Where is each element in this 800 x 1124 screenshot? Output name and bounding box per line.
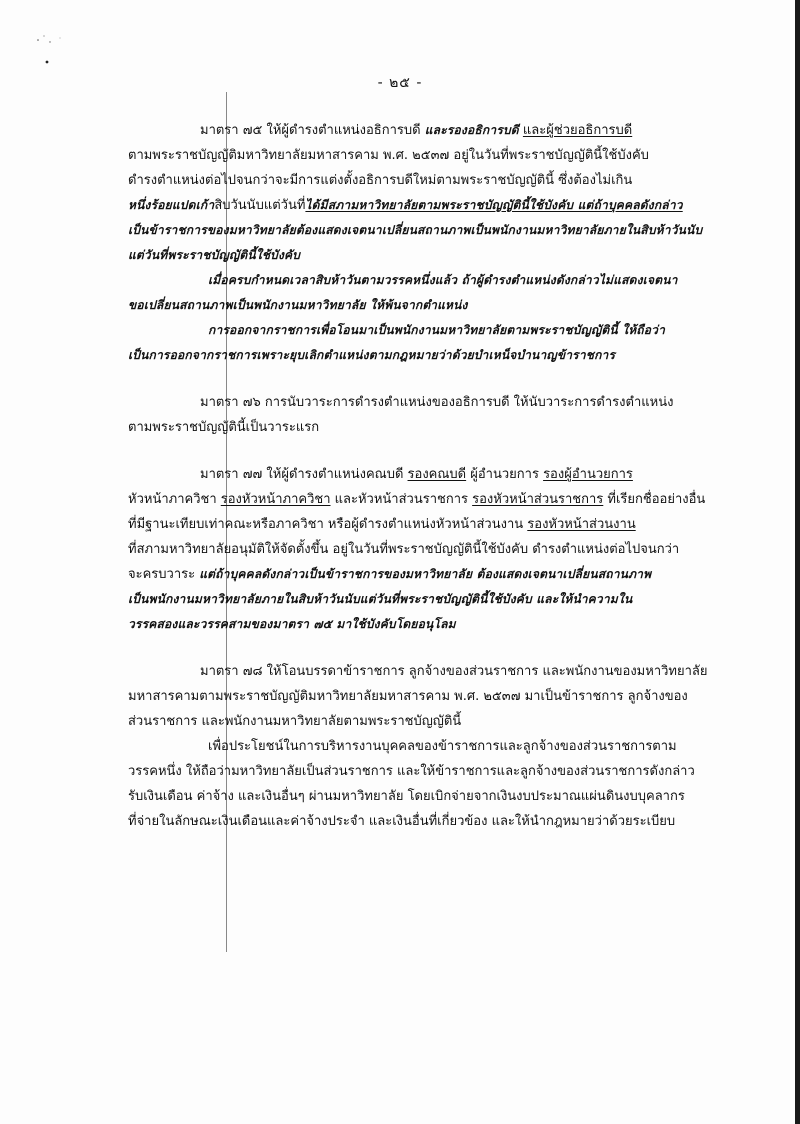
- section-75-line-2: ตามพระราชบัญญัติมหาวิทยาลัยมหาสารคาม พ.ศ. ๒๕๓๗ อยู่ในวันที่พระราชบัญญัตินี้ใช้บังคับ: [128, 148, 649, 163]
- section-77-line-6: เป็นพนักงานมหาวิทยาลัยภายในสิบห้าวันนับแต่วันที่พระราชบัญญัตินี้ใช้บังคับ และให้นำความใน: [128, 592, 633, 606]
- underlined-insertion: รองผู้อำนวยการ: [543, 467, 633, 482]
- section-78-line-1: มาตรา ๗๘ ให้โอนบรรดาข้าราชการ ลูกจ้างของส่วนราชการ และพนักงานของมหาวิทยาลัย: [200, 664, 708, 679]
- section-78-line-5: วรรคหนึ่ง ให้ถือว่ามหาวิทยาลัยเป็นส่วนราชการ และให้ข้าราชการและลูกจ้างของส่วนราชการดังกล่าว: [128, 764, 695, 779]
- section-78-line-3: ส่วนราชการ และพนักงานมหาวิทยาลัยตามพระราชบัญญัตินี้: [128, 714, 462, 729]
- amended-underlined-text: ได้มีสภามหาวิทยาลัยตามพระราชบัญญัตินี้ใช้บังคับ แต่ถ้าบุคคลดังกล่าว: [305, 198, 683, 212]
- section-75-line-7: เมื่อครบกำหนดเวลาสิบห้าวันตามวรรคหนึ่งแล้ว ถ้าผู้ดำรงตำแหน่งดังกล่าวไม่แสดงเจตนา: [208, 273, 678, 287]
- underlined-insertion: รองหัวหน้าภาควิชา: [220, 492, 331, 507]
- section-76-line-1: มาตรา ๗๖ การนับวาระการดำรงตำแหน่งของอธิการบดี ให้นับวาระการดำรงตำแหน่ง: [200, 395, 674, 410]
- section-78-line-7: ที่จ่ายในลักษณะเงินเดือนและค่าจ้างประจำ และเงินอื่นที่เกี่ยวข้อง และให้นำกฎหมายว่าด้วยระเบียบ: [128, 814, 676, 829]
- section-78-line-2: มหาสารคามตามพระราชบัญญัติมหาวิทยาลัยมหาสารคาม พ.ศ. ๒๕๓๗ มาเป็นข้าราชการ ลูกจ้างของ: [128, 689, 688, 704]
- scan-specks-decoration: [30, 30, 90, 70]
- section-77-line-4: ที่สภามหาวิทยาลัยอนุมัติให้จัดตั้งขึ้น อยู่ในวันที่พระราชบัญญัตินี้ใช้บังคับ ดำรงตำแหน่งต่อไปจนกว่า: [128, 542, 680, 557]
- section-75-line-6: แต่วันที่พระราชบัญญัตินี้ใช้บังคับ: [128, 248, 301, 262]
- underlined-insertion: รองหัวหน้าส่วนงาน: [527, 517, 636, 532]
- section-75-line-5: เป็นข้าราชการของมหาวิทยาลัยต้องแสดงเจตนาเปลี่ยนสถานภาพเป็นพนักงานมหาวิทยาลัยภายในสิบห้าวันนับ: [128, 223, 703, 237]
- section-76-line-2: ตามพระราชบัญญัตินี้เป็นวาระแรก: [128, 420, 320, 435]
- scan-edge-border: [795, 0, 800, 1124]
- underlined-insertion: รองคณบดี: [407, 467, 467, 482]
- amended-text: แต่ถ้าบุคคลดังกล่าวเป็นข้าราชการของมหาวิทยาลัย ต้องแสดงเจตนาเปลี่ยนสถานภาพ: [199, 567, 652, 581]
- section-78-line-6: รับเงินเดือน ค่าจ้าง และเงินอื่นๆ ผ่านมหาวิทยาลัย โดยเบิกจ่ายจากเงินงบประมาณแผ่นดินงบบุคลากร: [128, 789, 685, 804]
- section-75-line-1: มาตรา ๗๕ ให้ผู้ดำรงตำแหน่งอธิการบดี และรองอธิการบดี และผู้ช่วยอธิการบดี: [200, 123, 633, 138]
- underlined-insertion: รองหัวหน้าส่วนราชการ: [472, 492, 604, 507]
- section-75-line-8: ขอเปลี่ยนสถานภาพเป็นพนักงานมหาวิทยาลัย ให้พ้นจากตำแหน่ง: [128, 298, 468, 312]
- section-75-line-10: เป็นการออกจากราชการเพราะยุบเลิกตำแหน่งตามกฎหมายว่าด้วยบำเหน็จบำนาญข้าราชการ: [128, 348, 616, 362]
- underlined-insertion: และผู้ช่วยอธิการบดี: [522, 123, 633, 138]
- document-body: [128, 118, 708, 834]
- section-75-line-9: การออกจากราชการเพื่อโอนมาเป็นพนักงานมหาวิทยาลัยตามพระราชบัญญัตินี้ ให้ถือว่า: [208, 323, 666, 337]
- section-77-line-1: มาตรา ๗๗ ให้ผู้ดำรงตำแหน่งคณบดี รองคณบดี ผู้อำนวยการ รองผู้อำนวยการ: [200, 467, 633, 482]
- section-75-line-4: หนึ่งร้อยแปดเก้าสิบวันนับแต่วันที่ได้มีสภามหาวิทยาลัยตามพระราชบัญญัตินี้ใช้บังคับ แต่ถ้าบุคคลดังกล่าว: [128, 198, 683, 213]
- amended-text: หนึ่งร้อยแปดเก้า: [128, 198, 215, 212]
- section-77-line-5: จะครบวาระ แต่ถ้าบุคคลดังกล่าวเป็นข้าราชการของมหาวิทยาลัย ต้องแสดงเจตนาเปลี่ยนสถานภาพ: [128, 567, 652, 582]
- section-77-line-2: หัวหน้าภาควิชา รองหัวหน้าภาควิชา และหัวหน้าส่วนราชการ รองหัวหน้าส่วนราชการ ที่เรียกชื่ออย่างอื่น: [128, 492, 706, 507]
- section-77-line-3: ที่มีฐานะเทียบเท่าคณะหรือภาควิชา หรือผู้ดำรงตำแหน่งหัวหน้าส่วนงาน รองหัวหน้าส่วนงาน: [128, 517, 636, 532]
- amended-text: และรองอธิการบดี: [424, 123, 519, 137]
- page-number: - ๒๕ -: [377, 75, 423, 91]
- section-77-line-7: วรรคสองและวรรคสามของมาตรา ๗๕ มาใช้บังคับโดยอนุโลม: [128, 617, 456, 631]
- section-75-line-3: ดำรงตำแหน่งต่อไปจนกว่าจะมีการแต่งตั้งอธิการบดีใหม่ตามพระราชบัญญัตินี้ ซึ่งต้องไม่เกิน: [128, 173, 633, 188]
- section-78-line-4: เพื่อประโยชน์ในการบริหารงานบุคคลของข้าราชการและลูกจ้างของส่วนราชการตาม: [208, 739, 677, 754]
